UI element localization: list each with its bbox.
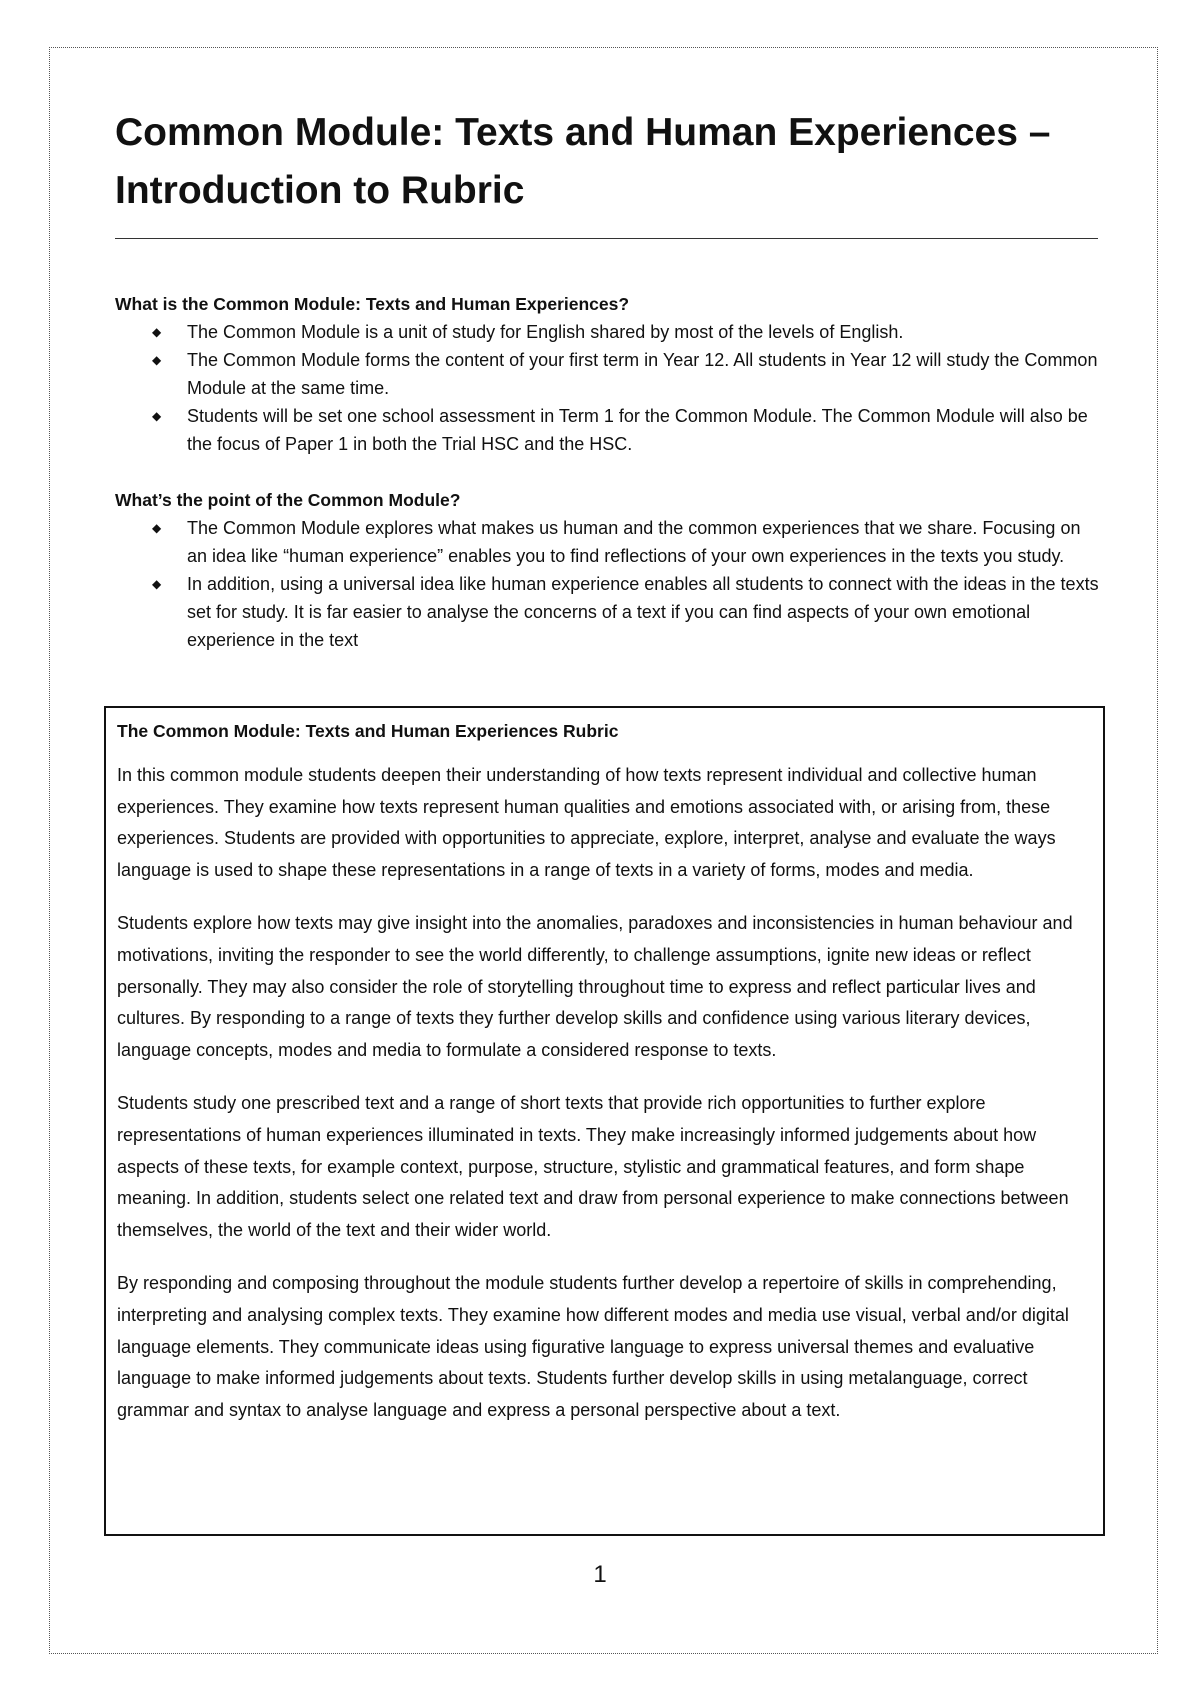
page-title: Common Module: Texts and Human Experiences – Introduction to Rubric [115, 111, 1051, 212]
list-item [115, 514, 1105, 570]
title-divider [115, 238, 1098, 239]
list-item [115, 570, 1105, 654]
rubric-paragraph: In this common module students deepen their understanding of how texts represent individual and collective human experiences. They examine how texts represent human qualities and emotions associated with, or arising from, these experiences. Students are provided with opportunities to appreciate, explore, interpret, analyse and evaluate the ways language is used to shape these representations in a range of texts in a variety of forms, modes and media. [117, 765, 1056, 880]
bullet-list [115, 514, 1105, 654]
rubric-heading: The Common Module: Texts and Human Experiences Rubric [117, 721, 619, 741]
bullet-diamond-icon: ◆ [152, 577, 162, 591]
rubric-paragraph: Students study one prescribed text and a range of short texts that provide rich opportunities to further explore representations of human experiences illuminated in texts. They make increasingly informed judgements about how aspects of these texts, for example context, purpose, structure, stylistic and grammatical features, and form shape meaning. In addition, students select one related text and draw from personal experience to make connections between themselves, the world of the text and their wider world. [117, 1093, 1069, 1240]
list-item-text: In addition, using a universal idea like human experience enables all students to connect with the ideas in the texts set for study. It is far easier to analyse the concerns of a text if you can find aspects of your own emotional experience in the text [187, 574, 1099, 650]
list-item [115, 346, 1105, 402]
rubric-paragraph: By responding and composing throughout the module students further develop a repertoire of skills in comprehending, interpreting and analysing complex texts. They examine how different modes and media use visual, verbal and/or digital language elements. They communicate ideas using figurative language to express universal themes and evaluative language to make informed judgements about texts. Students further develop skills in using metalanguage, correct grammar and syntax to analyse language and express a personal perspective about a text. [117, 1273, 1069, 1420]
section-point-of [115, 486, 1105, 654]
bullet-diamond-icon: ◆ [152, 521, 162, 535]
bullet-diamond-icon: ◆ [152, 353, 162, 367]
section-heading: What is the Common Module: Texts and Human Experiences? [115, 294, 630, 314]
list-item-text: The Common Module is a unit of study for English shared by most of the levels of English. [187, 322, 904, 342]
bullet-list [115, 318, 1105, 458]
page-number: 1 [593, 1561, 607, 1588]
rubric-box [104, 706, 1105, 1536]
bullet-diamond-icon: ◆ [152, 409, 162, 423]
list-item [115, 318, 1105, 346]
section-heading: What’s the point of the Common Module? [115, 490, 461, 510]
section-what-is [115, 290, 1105, 458]
rubric-paragraph: Students explore how texts may give insight into the anomalies, paradoxes and inconsistencies in human behaviour and motivations, inviting the responder to see the world differently, to challenge assumptions, ignite new ideas or reflect personally. They may also consider the role of storytelling throughout time to express and reflect particular lives and cultures. By responding to a range of texts they further develop skills and confidence using various literary devices, language concepts, modes and media to formulate a considered response to texts. [117, 913, 1073, 1060]
bullet-diamond-icon: ◆ [152, 325, 162, 339]
list-item-text: The Common Module forms the content of your first term in Year 12. All students in Year 12 will study the Common Module at the same time. [187, 350, 1098, 398]
list-item-text: Students will be set one school assessment in Term 1 for the Common Module. The Common Module will also be the focus of Paper 1 in both the Trial HSC and the HSC. [187, 406, 1088, 454]
list-item [115, 402, 1105, 458]
list-item-text: The Common Module explores what makes us human and the common experiences that we share. Focusing on an idea like “human experience” enables you to find reflections of your own experiences in the texts you study. [187, 518, 1081, 566]
